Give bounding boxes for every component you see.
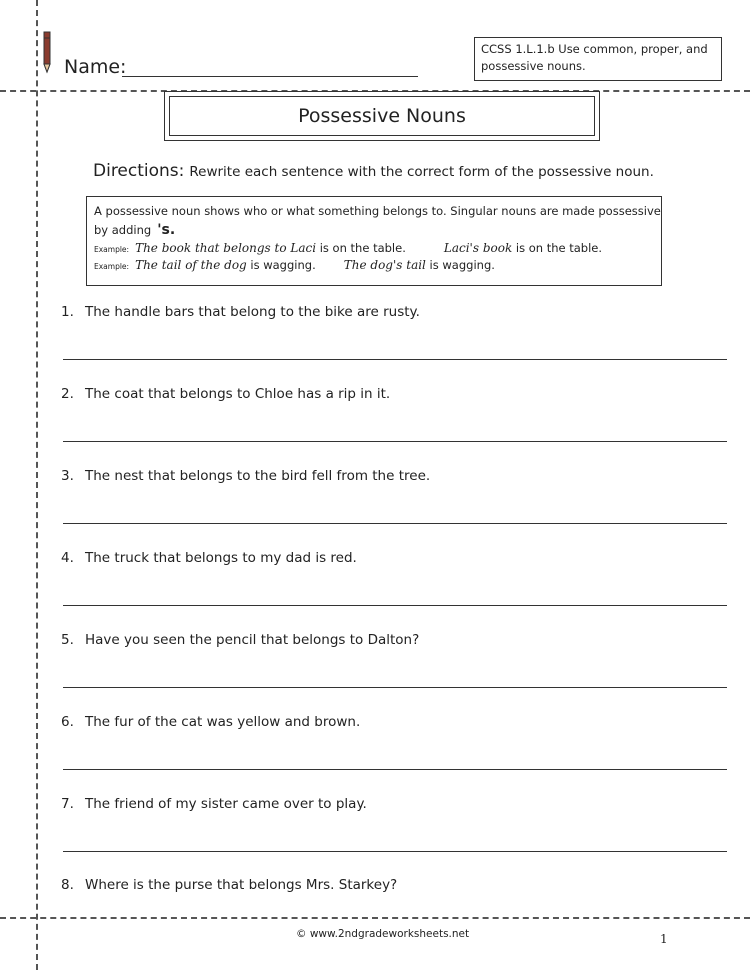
question-number: 4. (61, 550, 74, 566)
example-label: Example: (94, 245, 130, 254)
answer-line[interactable] (63, 523, 727, 524)
rule-line-text: by adding (94, 223, 152, 237)
standard-box (474, 37, 722, 81)
question-text: The coat that belongs to Chloe has a rip in it. (85, 386, 391, 402)
example-row (94, 257, 654, 274)
question-item (61, 468, 430, 484)
example-text: is wagging. (246, 258, 316, 272)
example-answer: Laci's book (443, 241, 513, 255)
rule-line (94, 221, 654, 240)
standard-line: possessive nouns. (481, 59, 586, 73)
answer-line[interactable] (63, 851, 727, 852)
rule-line: A possessive noun shows who or what something belongs to. Singular nouns are made possessive (94, 204, 661, 218)
example-row (94, 240, 654, 257)
example-phrase: The book that belongs to Laci (135, 241, 317, 255)
pencil-icon (40, 30, 58, 80)
question-item (61, 877, 397, 893)
question-text: The nest that belongs to the bird fell from the tree. (85, 468, 431, 484)
question-number: 6. (61, 714, 74, 730)
example-answer: The dog's tail (343, 258, 426, 272)
standard-line: CCSS 1.L.1.b Use common, proper, and (481, 42, 708, 56)
question-text: The friend of my sister came over to play. (85, 796, 367, 812)
directions-label: Directions: (93, 161, 185, 181)
answer-line[interactable] (63, 769, 727, 770)
title-frame (164, 91, 600, 141)
question-text: The fur of the cat was yellow and brown. (85, 714, 361, 730)
question-item (61, 632, 419, 648)
question-item (61, 796, 367, 812)
question-item (61, 550, 357, 566)
example-text: is on the table. (512, 241, 603, 255)
question-text: The handle bars that belong to the bike are rusty. (85, 304, 420, 320)
copyright-text: © www.2ndgradeworksheets.net (296, 928, 470, 940)
example-text: is wagging. (425, 258, 495, 272)
directions (93, 161, 654, 181)
answer-line[interactable] (63, 441, 727, 442)
answer-line[interactable] (63, 605, 727, 606)
example-phrase: The tail of the dog (135, 258, 247, 272)
question-number: 8. (61, 877, 74, 893)
question-number: 3. (61, 468, 74, 484)
question-number: 1. (61, 304, 74, 320)
question-text: Where is the purse that belongs Mrs. Starkey? (85, 877, 398, 893)
page-number: 1 (660, 932, 668, 946)
question-item (61, 714, 360, 730)
question-number: 5. (61, 632, 74, 648)
question-text: Have you seen the pencil that belongs to Dalton? (85, 632, 420, 648)
answer-line[interactable] (63, 687, 727, 688)
rule-box (86, 196, 662, 286)
example-label: Example: (94, 262, 130, 271)
bottom-cut-line (0, 917, 750, 919)
page-title: Possessive Nouns (169, 96, 595, 136)
question-item (61, 304, 420, 320)
question-text: The truck that belongs to my dad is red. (85, 550, 357, 566)
name-label: Name: (64, 56, 127, 78)
example-text: is on the table. (316, 241, 406, 255)
name-field-line[interactable] (122, 76, 418, 77)
margin-guide-line (36, 0, 38, 970)
directions-text: Rewrite each sentence with the correct form of the possessive noun. (189, 164, 654, 180)
answer-line[interactable] (63, 359, 727, 360)
question-item (61, 386, 390, 402)
question-number: 2. (61, 386, 74, 402)
question-number: 7. (61, 796, 74, 812)
possessive-suffix: 's. (157, 222, 176, 238)
